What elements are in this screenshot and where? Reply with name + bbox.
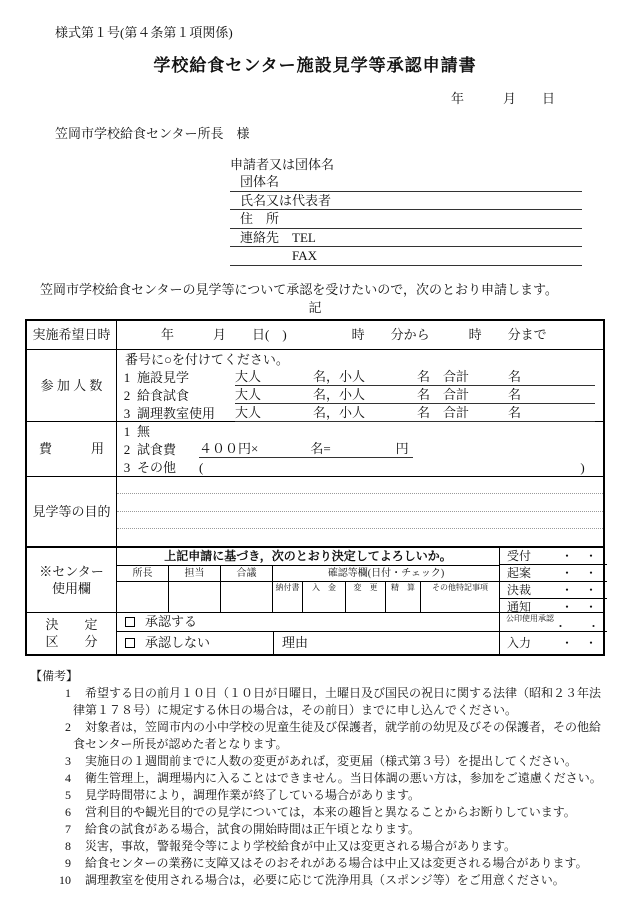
council-stamp-cell [221,582,273,612]
purpose-label: 見学等の目的 [27,477,117,546]
center-use-row [27,546,603,615]
page-title: 学校給食センター施設見学等承認申請書 [153,55,477,75]
remark-text: 調理教室を使用される場合は，必要に応じて洗浄用具（スポンジ等）をご用意ください。 [85,872,565,887]
decision-label [27,613,117,654]
remark-item [25,770,605,787]
center-use-area [117,548,500,612]
item-number: 3 [123,459,131,475]
approve-option [117,613,499,632]
fill-underline: 大人 名，小人 名 合計 名 [235,368,595,386]
check-col-change: 変 更 [346,582,386,612]
date-dots: ・ ・ [560,635,597,650]
remark-number: 5 [65,787,71,802]
item-number: 1 [123,369,131,385]
purpose-row [27,476,603,546]
applicant-field-organization: 団体名 [230,173,582,192]
decision-label-line1: 決 定 [45,617,98,633]
decision-label-line2: 区 分 [45,634,98,650]
dotted-rule [117,512,603,530]
item-number: 2 [123,442,131,458]
remark-number: 10 [59,872,71,887]
reason-cell: 理由 [282,634,309,650]
remark-text: 給食の試食がある場合，試食の開始時間は正午頃となります。 [85,821,421,836]
addressee: 笠岡市学校給食センター所長 様 [55,126,250,142]
remark-number: 9 [65,855,71,870]
check-col-settlement: 精 算 [386,582,421,612]
approver-col-director: 所長 [117,566,169,581]
remark-item [25,855,605,872]
applicant-block [230,156,582,266]
remark-item [25,821,605,838]
participant-line-lunch-tasting [117,386,603,404]
cost-line-tasting-fee [117,440,603,458]
reject-checkbox[interactable] [125,638,135,648]
admin-stamp-column-bottom [500,613,607,654]
item-number: 1 [123,424,131,440]
applicant-field-name: 氏名又は代表者 [230,192,582,211]
center-use-label-line2: 使用欄 [51,580,91,596]
remark-text: 衛生管理上，調理場内に入ることはできません。当日体調の悪い方は，参加をご遠慮ください。 [85,770,602,785]
item-number: 3 [123,405,131,421]
check-col-payment-slip: 納付書 [273,582,303,612]
remark-number: 3 [65,753,71,768]
form-number: 様式第１号(第４条第１項関係) [55,25,233,40]
ki-label: 記 [308,300,322,316]
admin-row-approval [500,582,607,599]
admin-label: 決裁 [507,583,532,598]
approver-col-council: 合議 [221,566,273,581]
remark-text: 給食センターの業務に支障又はそのおそれがある場合は中止又は変更される場合があります。 [85,855,588,870]
item-name: その他 [137,459,177,475]
decision-area [117,613,500,654]
cost-line-none [117,423,603,441]
date-dots: ・ ・ [560,565,597,580]
dotted-rule [117,494,603,512]
decision-question: 上記申請に基づき，次のとおり決定してよろしいか。 [117,548,499,566]
date-dots: ・ ・ [555,620,599,633]
reject-label: 承認しない [145,634,211,650]
staff-stamp-cell [169,582,221,612]
applicant-heading: 申請者又は団体名 [230,156,335,172]
remark-text: 希望する日の前月１０日（１０日が日曜日，土曜日及び国民の祝日に関する法律（昭和２３年法律第１７８号）に規定する休日の場合は，その前日）までに申し込んでください。 [73,685,602,717]
datetime-row [27,321,603,349]
admin-row-draft [500,565,607,582]
item-number: 2 [123,387,131,403]
admin-row-reception [500,548,607,565]
participant-line-facility-tour [117,368,603,386]
remark-item [25,787,605,804]
date-line: 年 月 日 [450,91,555,107]
check-header: 確認等欄(日付・チェック) [327,567,445,579]
dotted-rule [117,529,603,546]
seal-approval-cell [500,613,607,632]
admin-label: 起案 [507,565,532,580]
remark-text: 営利目的や観光目的での見学については，本来の趣旨と異なることからお断りしています。 [85,804,576,819]
item-name: 無 [137,424,151,440]
applicant-field-fax: FAX [230,247,582,266]
cost-row [27,421,603,476]
director-stamp-cell [117,582,169,612]
admin-label: 受付 [507,548,532,563]
item-name: 給食試食 [137,387,190,403]
datetime-value: 年 月 日( ) 時 分から 時 分まで [161,326,547,342]
remark-item [25,685,605,719]
approver-col-staff: 担当 [169,566,221,581]
center-use-label [27,548,117,612]
applicant-field-tel: 連絡先 TEL [230,229,582,248]
remarks-section [25,668,605,889]
remark-item [25,719,605,753]
reject-option [117,632,274,654]
item-name: 試食費 [137,442,177,458]
cost-line-other [117,458,603,476]
decision-row [27,612,603,654]
item-name: 施設見学 [137,369,190,385]
fill-underline: 大人 名，小人 名 合計 名 [235,404,595,422]
center-use-label-line1: ※センター [39,563,104,579]
participants-row [27,349,603,421]
approve-label: 承認する [145,613,198,629]
remark-number: 1 [65,685,71,700]
approve-checkbox[interactable] [125,617,135,627]
intro-text: 笠岡市学校給食センターの見学等について承認を受けたいので，次のとおり申請します。 [40,281,558,297]
remarks-heading: 【備考】 [30,668,79,683]
purpose-writing-area [117,477,603,546]
date-dots: ・ ・ [560,548,597,563]
fill-underline: ４００円× 名= 円 [199,440,413,458]
remark-number: 2 [65,719,71,734]
applicant-field-address: 住 所 [230,210,582,229]
dotted-rule [117,477,603,495]
main-table [25,319,605,656]
remark-text: 災害，事故，警報発令等により学校給食が中止又は変更される場合があります。 [85,838,517,853]
remark-item [25,838,605,855]
admin-stamp-column [500,548,607,615]
seal-approval-label: 公印使用承認 [506,613,554,623]
remark-item [25,753,605,770]
parentheses-blank: ( ) [199,459,585,475]
date-dots: ・ ・ [560,583,597,598]
remark-text: 対象者は，笠岡市内の小中学校の児童生徒及び保護者，就学前の幼児及びその保護者，その他給食センター所長が認めた者となります。 [73,719,602,751]
remark-item [25,804,605,821]
admin-label: 入力 [507,635,532,650]
remark-text: 実施日の１週間前までに人数の変更があれば，変更届（様式第３号）を提出してください。 [85,753,578,768]
admin-row-input [500,632,607,654]
datetime-label: 実施希望日時 [27,321,117,349]
admin-label: 通知 [507,600,532,615]
remark-number: 8 [65,838,71,853]
participant-line-cooking-room [117,404,603,422]
check-col-other-notes: その他特記事項 [432,582,488,592]
participants-note: 番号に○を付けてください。 [125,351,289,367]
fill-underline: 大人 名，小人 名 合計 名 [235,386,595,404]
remark-number: 4 [65,770,71,785]
remark-number: 6 [65,804,71,819]
item-name: 調理教室使用 [137,405,216,421]
participants-label: 参 加 人 数 [27,350,117,421]
cost-label: 費 用 [27,422,117,476]
date-dots: ・ ・ [560,600,597,615]
check-col-deposit: 入 金 [303,582,346,612]
remark-item [25,872,605,889]
remark-text: 見学時間帯により，調理作業が終了している場合があります。 [85,787,421,802]
remark-number: 7 [65,821,71,836]
